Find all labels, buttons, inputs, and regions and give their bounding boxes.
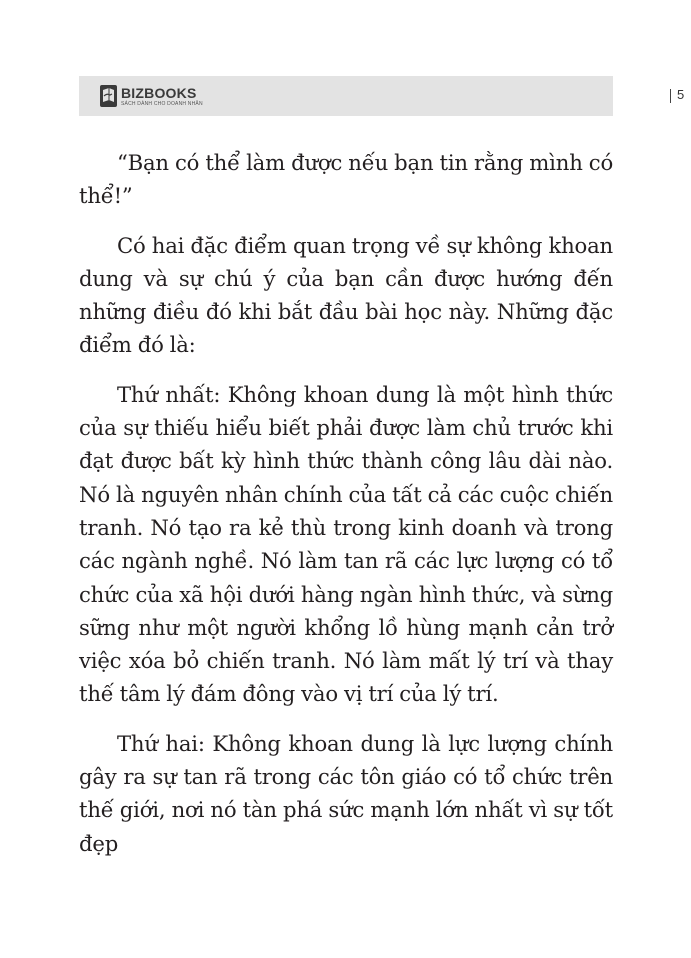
book-hand-logo-icon: [100, 85, 117, 107]
body-paragraph-3: Thứ hai: Không khoan dung là lực lượng chính gây ra sự tan rã trong các tôn giáo có tổ chức trên thế giới, nơi nó tàn phá sức mạnh lớn nhất vì sự tốt đẹp: [79, 730, 613, 856]
page-body: [79, 146, 613, 860]
page-number-divider: [670, 89, 671, 103]
bizbooks-logo: [100, 82, 203, 110]
quote-paragraph: “Bạn có thể làm được nếu bạn tin rằng mình có thể!”: [79, 150, 613, 209]
page-number: 5: [677, 87, 685, 102]
brand-tagline: SÁCH DÀNH CHO DOANH NHÂN: [121, 100, 203, 107]
brand-name: BIZBOOKS: [121, 84, 197, 101]
body-paragraph-1: Có hai đặc điểm quan trọng về sự không khoan dung và sự chú ý của bạn cần được hướng đến những điều đó khi bắt đầu bài học này. Những đặc điểm đó là:: [79, 232, 613, 358]
body-paragraph-2: Thứ nhất: Không khoan dung là một hình thức của sự thiếu hiểu biết phải được làm chủ trước khi đạt được bất kỳ hình thức thành công lâu dài nào. Nó là nguyên nhân chính của tất cả các cuộc chiến tranh. Nó tạo ra kẻ thù trong kinh doanh và trong các ngành nghề. Nó làm tan rã các lực lượng có tổ chức của xã hội dưới hàng ngàn hình thức, và sừng sững như một người khổng lồ hùng mạnh cản trở việc xóa bỏ chiến tranh. Nó làm mất lý trí và thay thế tâm lý đám đông vào vị trí của lý trí.: [79, 381, 613, 707]
page-header: [79, 76, 685, 116]
